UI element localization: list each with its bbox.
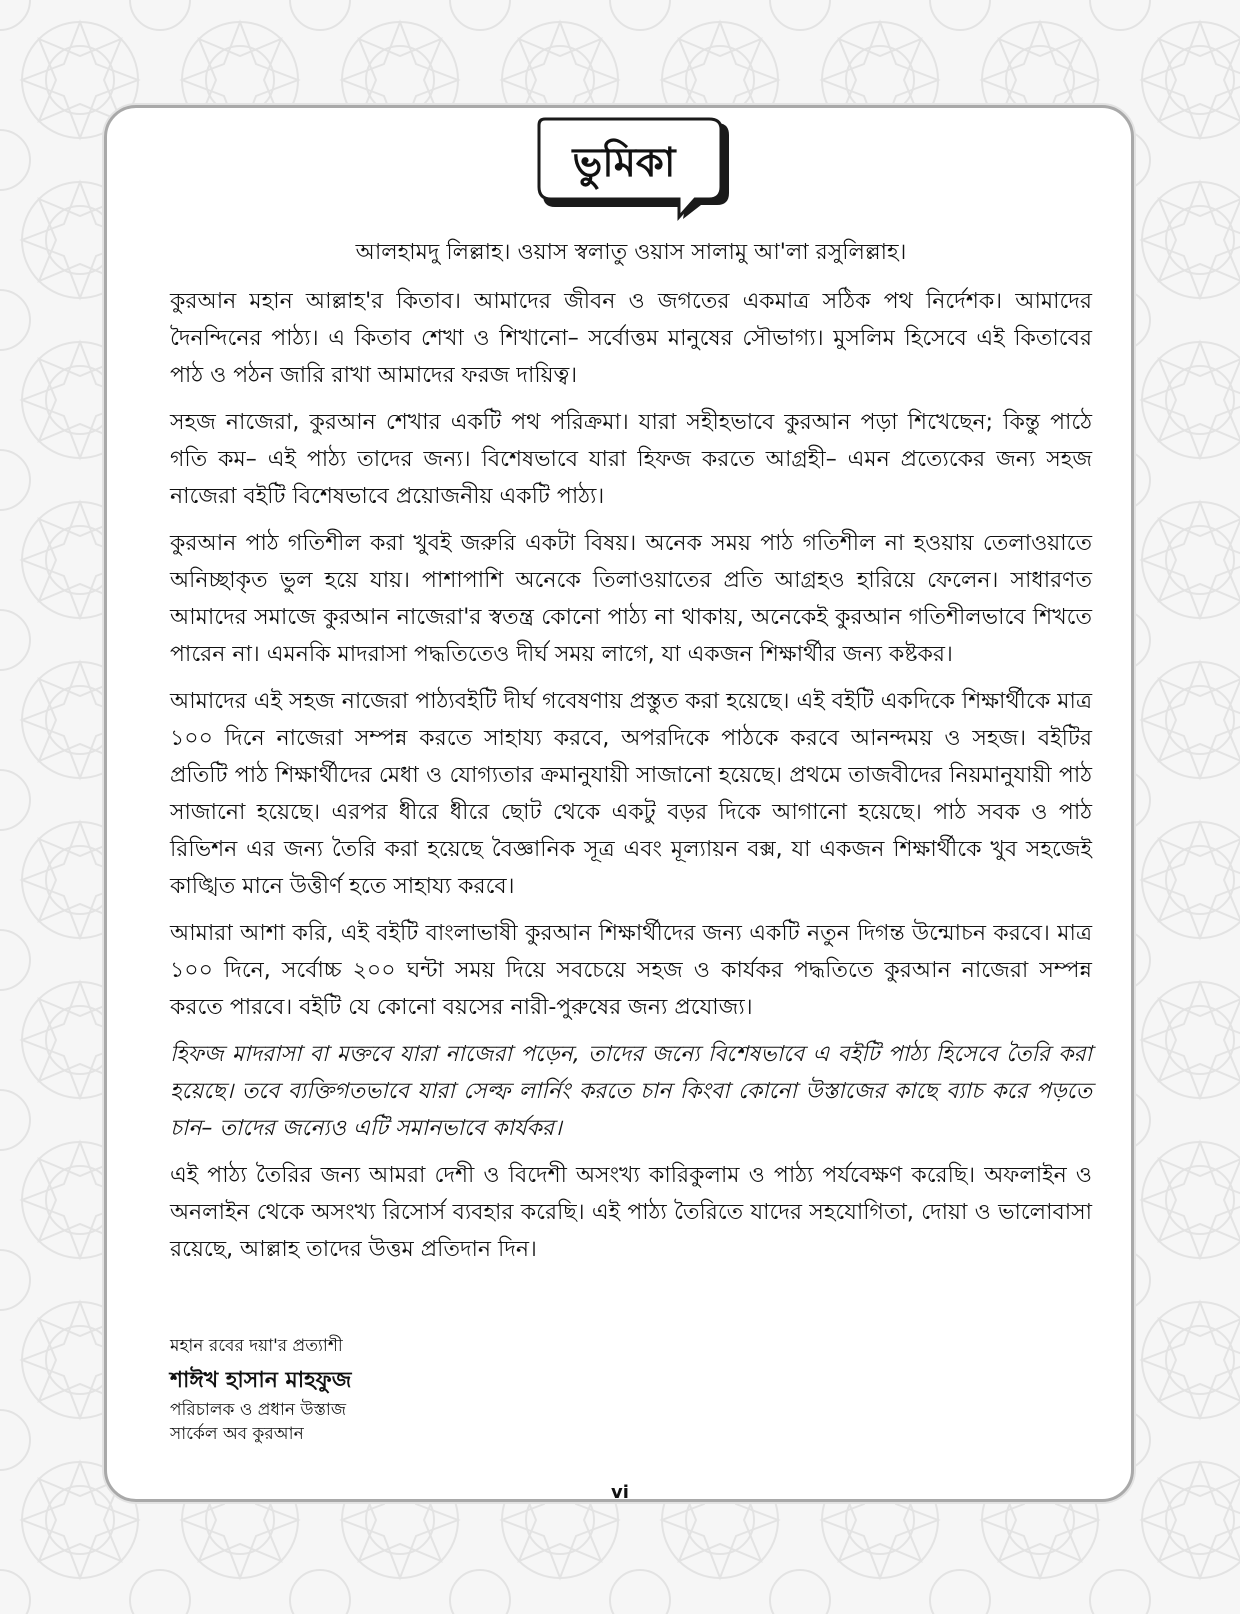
- page-number: vi: [611, 1482, 629, 1503]
- paragraph: এই পাঠ্য তৈরির জন্য আমরা দেশী ও বিদেশী অসংখ্য কারিকুলাম ও পাঠ্য পর্যবেক্ষণ করেছি। অফলাইন ও অনলাইন থেকে অসংখ্য রিসোর্স ব্যবহার করেছি। এই পাঠ্য তৈরিতে যাদের সহযোগিতা, দোয়া ও ভালোবাসা রয়েছে, আল্লাহ তাদের উত্তম প্রতিদান দিন।: [170, 1163, 1092, 1262]
- paragraph: আমাদের এই সহজ নাজেরা পাঠ্যবইটি দীর্ঘ গবেষণায় প্রস্তুত করা হয়েছে। এই বইটি একদিকে শিক্ষার্থীকে মাত্র ১০০ দিনে নাজেরা সম্পন্ন করতে সাহায্য করবে, অপরদিকে পাঠকে করবে আনন্দময় ও সহজ। বইটির প্রতিটি পাঠ শিক্ষার্থীদের মেধা ও যোগ্যতার ক্রমানুযায়ী সাজানো হয়েছে। প্রথমে তাজবীদের নিয়মানুযায়ী পাঠ সাজানো হয়েছে। এরপর ধীরে ধীরে ছোট থেকে একটু বড়র দিকে আগানো হয়েছে। পাঠ সবক ও পাঠ রিভিশন এর জন্য তৈরি করা হয়েছে বৈজ্ঞানিক সূত্র এবং মূল্যায়ন বক্স, যা একজন শিক্ষার্থীকে খুব সহজেই কাঙ্খিত মানে উত্তীর্ণ হতে সাহায্য করবে।: [170, 689, 1092, 899]
- paragraph: কুরআন পাঠ গতিশীল করা খুবই জরুরি একটা বিষয়। অনেক সময় পাঠ গতিশীল না হওয়ায় তেলাওয়াতে অনিচ্ছাকৃত ভুল হয়ে যায়। পাশাপাশি অনেকে তিলাওয়াতের প্রতি আগ্রহও হারিয়ে ফেলেন। সাধারণত আমাদের সমাজে কুরআন নাজেরা'র স্বতন্ত্র কোনো পাঠ্য না থাকায়, অনেকেই কুরআন গতিশীলভাবে শিখতে পারেন না। এমনকি মাদরাসা পদ্ধতিতেও দীর্ঘ সময় লাগে, যা একজন শিক্ষার্থীর জন্য কষ্টকর।: [170, 531, 1092, 667]
- author-organization: সার্কেল অব কুরআন: [170, 1424, 304, 1444]
- paragraph-italic: হিফজ মাদরাসা বা মক্তবে যারা নাজেরা পড়েন, তাদের জন্যে বিশেষভাবে এ বইটি পাঠ্য হিসেবে তৈরি করা হয়েছে। তবে ব্যক্তিগতভাবে যারা সেল্ফ লার্নিং করতে চান কিংবা কোনো উস্তাজের কাছে ব্যাচ করে পড়তে চান– তাদের জন্যেও এটি সমানভাবে কার্যকর।: [170, 1042, 1092, 1141]
- paragraph: সহজ নাজেরা, কুরআন শেখার একটি পথ পরিক্রমা। যারা সহীহভাবে কুরআন পড়া শিখেছেন; কিন্তু পাঠে গতি কম– এই পাঠ্য তাদের জন্য। বিশেষভাবে যারা হিফজ করতে আগ্রহী– এমন প্রত্যেকের জন্য সহজ নাজেরা বইটি বিশেষভাবে প্রয়োজনীয় একটি পাঠ্য।: [170, 410, 1092, 509]
- signature-closing: মহান রবের দয়া'র প্রত্যাশী: [170, 1336, 343, 1356]
- author-role: পরিচালক ও প্রধান উস্তাজ: [170, 1400, 347, 1420]
- author-name: শাঈখ হাসান মাহফুজ: [170, 1368, 352, 1393]
- page-title: ভুমিকা: [572, 139, 676, 186]
- paragraph: কুরআন মহান আল্লাহ'র কিতাব। আমাদের জীবন ও জগতের একমাত্র সঠিক পথ নির্দেশক। আমাদের দৈনন্দিনের পাঠ্য। এ কিতাব শেখা ও শিখানো– সর্বোত্তম মানুষের সৌভাগ্য। মুসলিম হিসেবে এই কিতাবের পাঠ ও পঠন জারি রাখা আমাদের ফরজ দায়িত্ব।: [170, 289, 1092, 388]
- signature-block: [170, 1334, 351, 1446]
- preface-body: [170, 234, 1092, 1278]
- paragraph: আমারা আশা করি, এই বইটি বাংলাভাষী কুরআন শিক্ষার্থীদের জন্য একটি নতুন দিগন্ত উন্মোচন করবে। মাত্র ১০০ দিনে, সর্বোচ্চ ২০০ ঘন্টা সময় দিয়ে সবচেয়ে সহজ ও কার্যকর পদ্ধতিতে কুরআন নাজেরা সম্পন্ন করতে পারবে। বইটি যে কোনো বয়সের নারী-পুরুষের জন্য প্রযোজ্য।: [170, 921, 1092, 1020]
- opening-blessing: আলহামদু লিল্লাহ। ওয়াস স্বলাতু ওয়াস সালামু আ'লা রসুলিল্লাহ।: [355, 240, 907, 265]
